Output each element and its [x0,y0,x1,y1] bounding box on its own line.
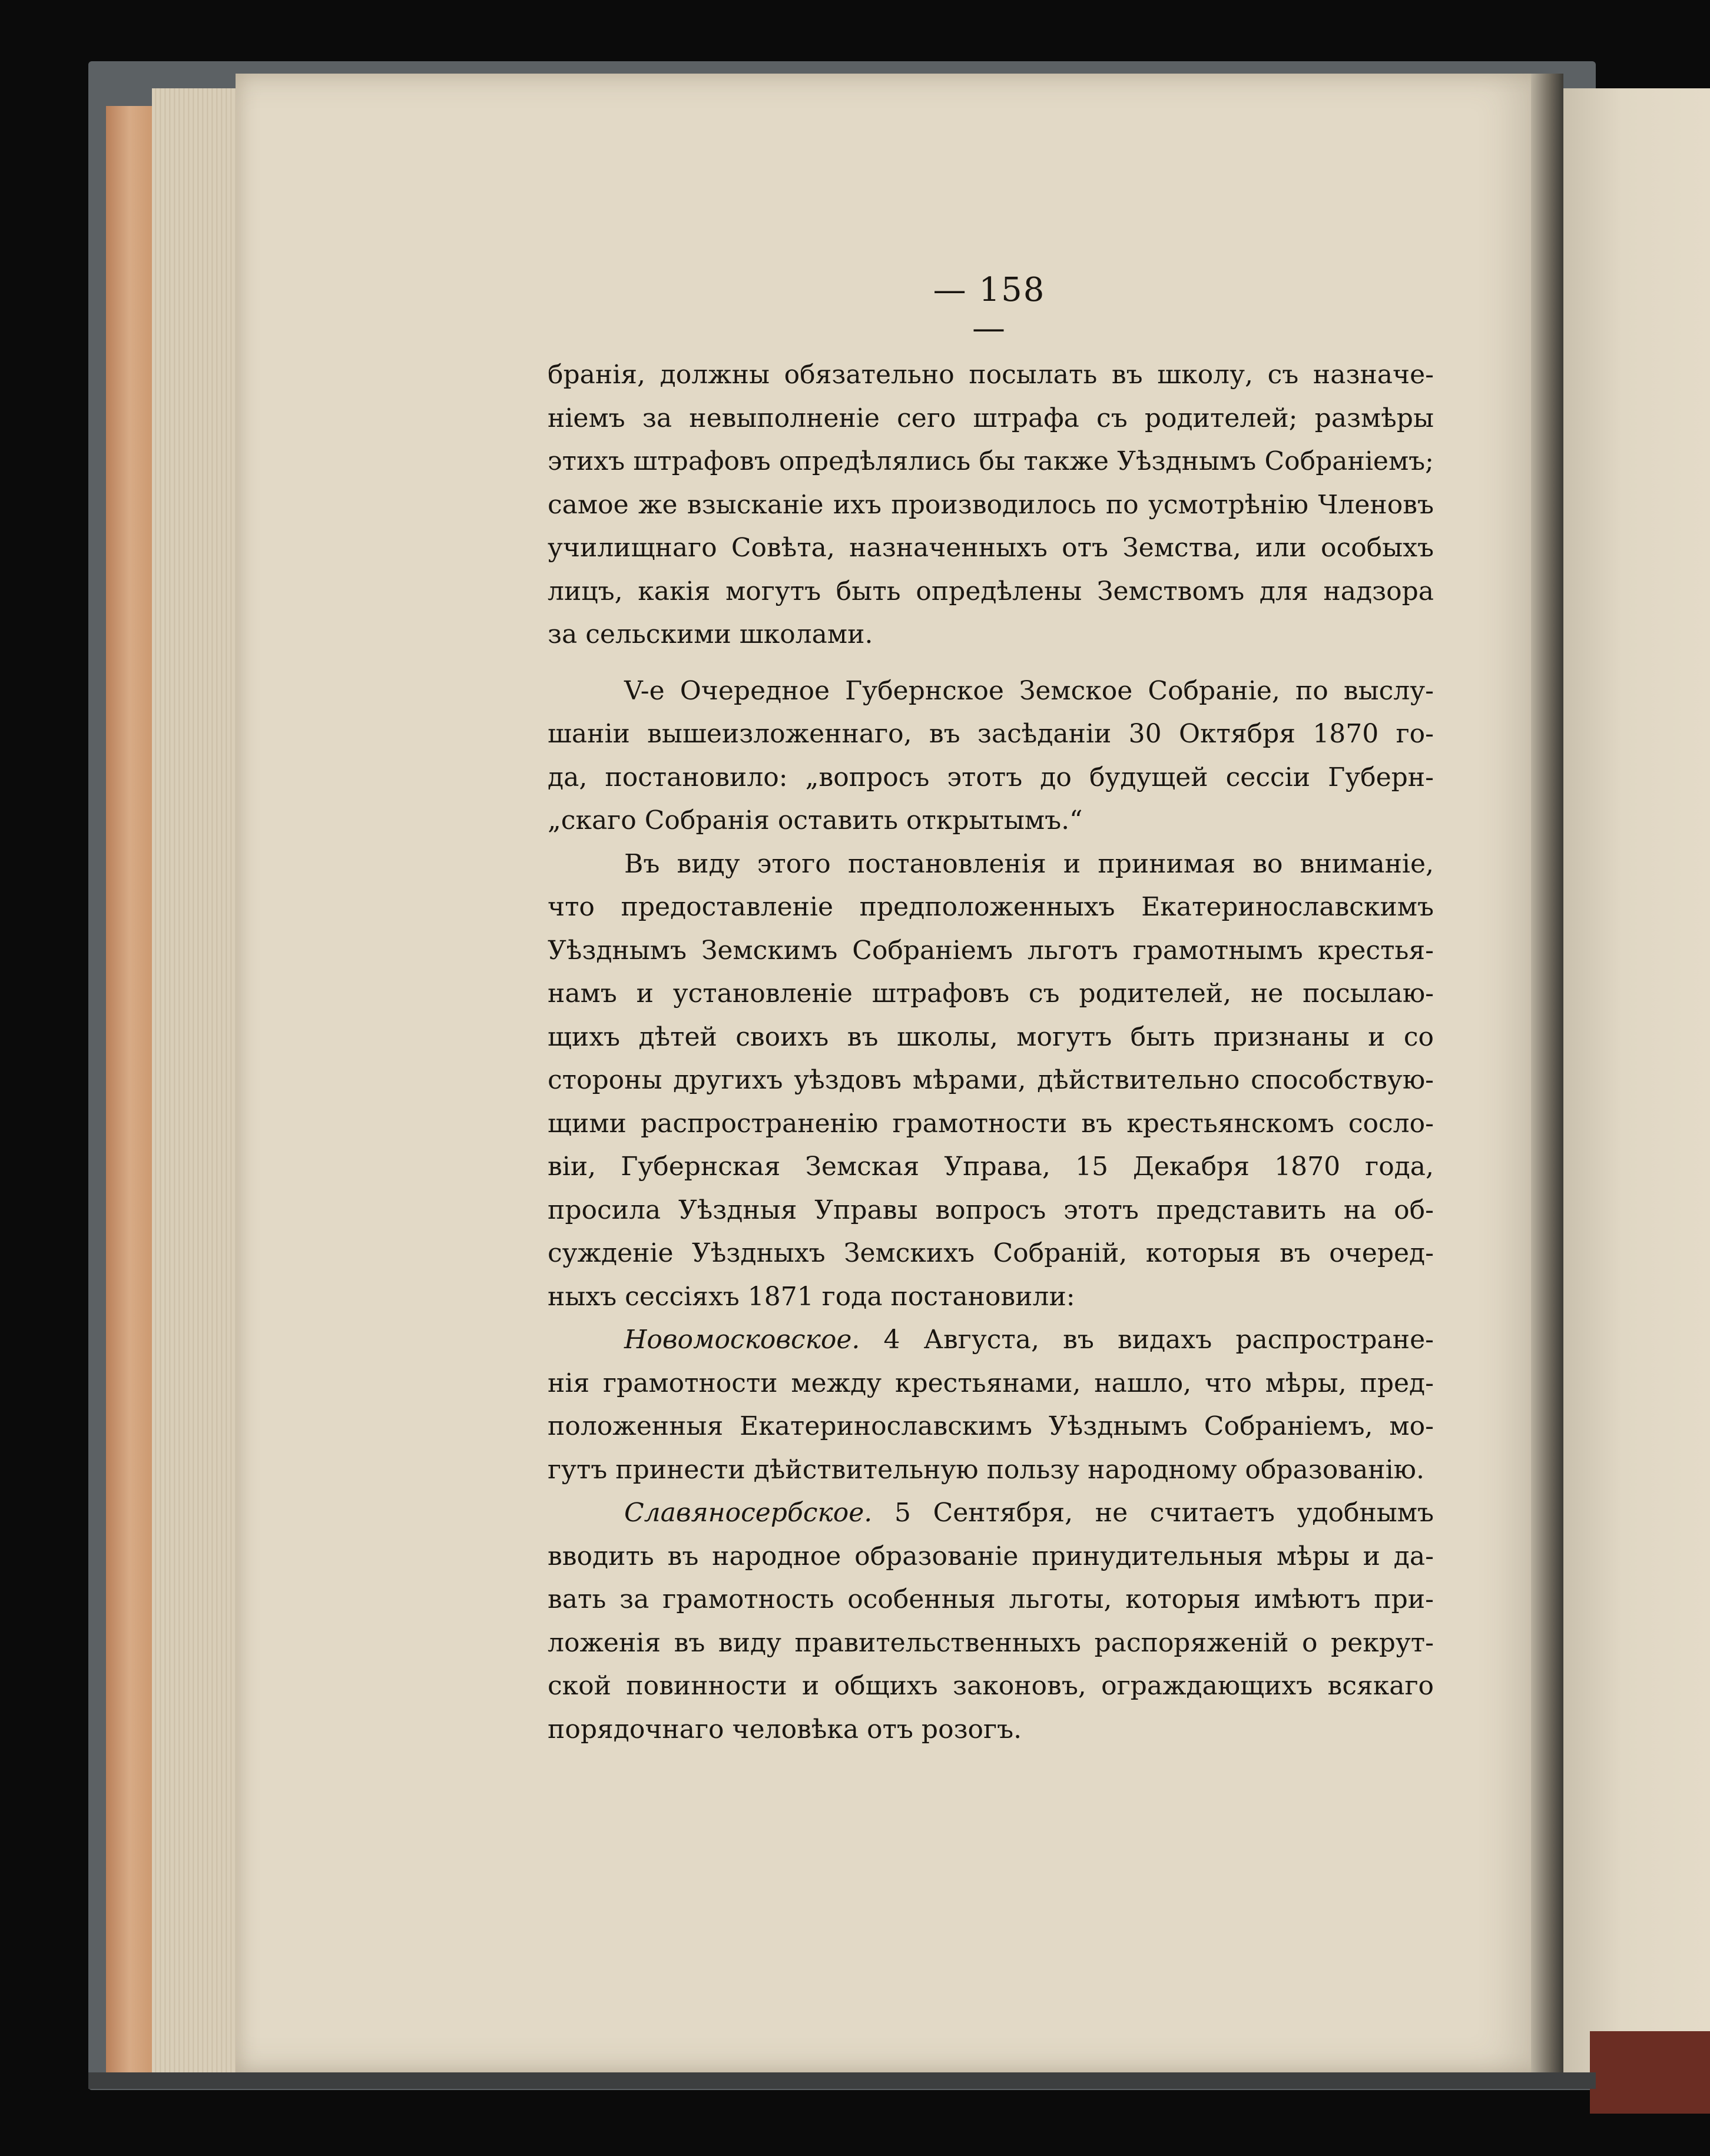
text-line: училищнаго Совѣта, назначенныхъ отъ Земства, или особыхъ [548,533,1434,563]
page-number: — 158 — [933,271,1046,347]
text-line: что предоставленіе предположенныхъ Екатеринославскимъ [548,892,1434,922]
text-line: за сельскими школами. [548,619,873,649]
text-line: ложенія въ виду правительственныхъ распоряженій о рекрут- [548,1627,1434,1658]
bottom-board-strip [88,2072,1596,2089]
text-line: самое же взысканіе ихъ производилось по усмотрѣнію Членовъ [548,489,1434,520]
page-block-edge [106,106,159,2072]
text-line-with-lead [548,1318,1434,1362]
page-stack-lines [152,88,240,2084]
text-line: Въ виду этого постановленія и принимая во вниманіе, [624,848,1434,879]
text-line: намъ и установленіе штрафовъ съ родителей, не посылаю- [548,979,1434,1009]
text-line: V-е Очередное Губернское Земское Собраніе, по выслу- [624,675,1434,706]
text-line-rest: 5 Сентября, не считаетъ удобнымъ [894,1498,1434,1528]
text-line: Уѣзднымъ Земскимъ Собраніемъ льготъ грамотнымъ крестья- [548,935,1434,966]
text-line: віи, Губернская Земская Управа, 15 Декабря 1870 года, [548,1152,1434,1182]
text-line: порядочнаго человѣка отъ розогъ. [548,1714,1022,1744]
text-line: щихъ дѣтей своихъ въ школы, могутъ быть признаны и со [548,1021,1434,1052]
facing-page-edge [1590,2031,1710,2114]
district-name-novomoskovskoe: Новомосковское. [624,1325,860,1355]
text-line: лицъ, какія могутъ быть опредѣлены Земствомъ для надзора [548,576,1434,606]
text-line: стороны другихъ уѣздовъ мѣрами, дѣйствительно способствую- [548,1065,1434,1095]
body-text [548,353,1434,1751]
text-line: ской повинности и общихъ законовъ, ограждающихъ всякаго [548,1671,1434,1701]
text-line: да, постановило: „вопросъ этотъ до будущей сессіи Губерн- [548,762,1434,792]
text-line: сужденіе Уѣздныхъ Земскихъ Собраній, которыя въ очеред- [548,1238,1434,1268]
paragraph-gap [548,656,1434,669]
text-line: ніемъ за невыполненіе сего штрафа съ родителей; размѣры [548,403,1434,433]
text-line: положенныя Екатеринославскимъ Уѣзднымъ Собраніемъ, мо- [548,1411,1434,1441]
text-line: вводить въ народное образованіе принудительныя мѣры и да- [548,1541,1434,1571]
text-line: нія грамотности между крестьянами, нашло, что мѣры, пред- [548,1368,1434,1398]
text-line: вать за грамотность особенныя льготы, которыя имѣютъ при- [548,1584,1434,1614]
district-name-slavyanoserbskoe: Славяносербское. [624,1498,873,1528]
gutter-shadow [1531,74,1563,2072]
text-line: гутъ принести дѣйствительную пользу народному образованію. [548,1454,1424,1485]
text-line: бранія, должны обязательно посылать въ школу, съ назначе- [548,360,1434,390]
text-line: просила Уѣздныя Управы вопросъ этотъ представить на об- [548,1195,1434,1225]
text-line-rest: 4 Августа, въ видахъ распростране- [883,1325,1434,1355]
facing-page [1563,88,1710,2072]
text-line: щими распространенію грамотности въ крестьянскомъ сосло- [548,1108,1434,1139]
text-line: шаніи вышеизложеннаго, въ засѣданіи 30 Октября 1870 го- [548,719,1434,749]
text-line-with-lead [548,1491,1434,1535]
text-line: этихъ штрафовъ опредѣлялись бы также Уѣзднымъ Собраніемъ; [548,446,1434,476]
text-line: „скаго Собранія оставить открытымъ.“ [548,805,1083,835]
text-line: ныхъ сессіяхъ 1871 года постановили: [548,1281,1075,1312]
